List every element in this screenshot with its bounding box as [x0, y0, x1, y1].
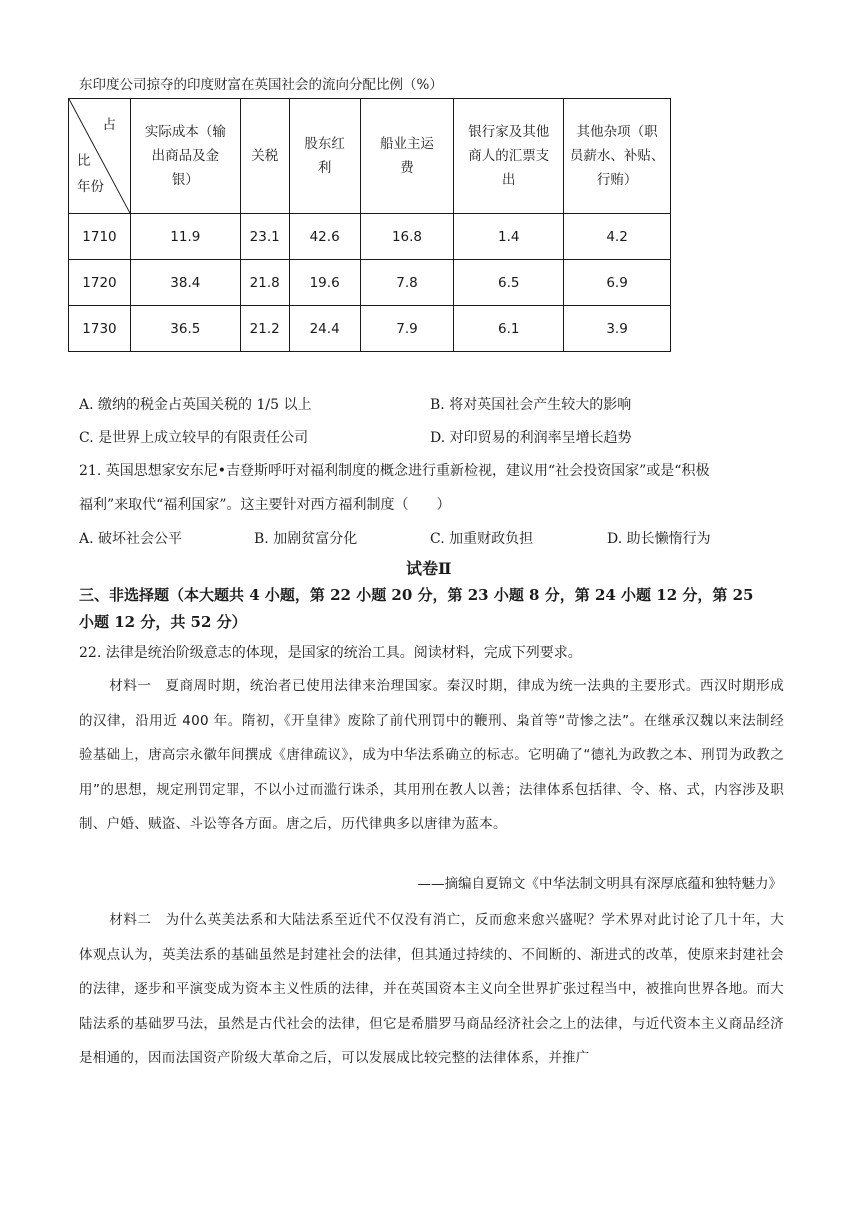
- table-cell: 6.5: [454, 260, 564, 306]
- table-cell: 16.8: [360, 214, 454, 260]
- column-header: 关税: [240, 99, 289, 214]
- column-header: 船业主运 费: [360, 99, 454, 214]
- column-header: 实际成本（输 出商品及金 银）: [130, 99, 240, 214]
- table-cell: 6.9: [564, 260, 671, 306]
- year-cell: 1730: [69, 306, 131, 352]
- table-cell: 42.6: [289, 214, 360, 260]
- corner-label-bottom: 年份: [77, 179, 104, 195]
- q21-stem-line2: 福利”来取代“福利国家”。这主要针对西方福利制度（ ）: [79, 497, 451, 513]
- table-cell: 4.2: [564, 214, 671, 260]
- table-row: [69, 214, 671, 260]
- table-cell: 3.9: [564, 306, 671, 352]
- table-cell: 21.8: [240, 260, 289, 306]
- q22-stem: 22. 法律是统治阶级意志的体现，是国家的统治工具。阅读材料，完成下列要求。: [79, 645, 582, 661]
- table-row: [69, 306, 671, 352]
- table-cell: 24.4: [289, 306, 360, 352]
- corner-label-top: 占: [102, 117, 116, 133]
- column-header: 其他杂项（职 员薪水、补贴、 行贿）: [564, 99, 671, 214]
- paper2-title: 试卷Ⅱ: [406, 559, 452, 578]
- table-header-row: [69, 99, 671, 214]
- q21-option-c[interactable]: C. 加重财政负担: [430, 531, 534, 547]
- q20-option-d[interactable]: D. 对印贸易的利润率呈增长趋势: [430, 430, 632, 446]
- table-cell: 23.1: [240, 214, 289, 260]
- q20-option-c[interactable]: C. 是世界上成立较早的有限责任公司: [79, 430, 309, 446]
- table-cell: 6.1: [454, 306, 564, 352]
- q21-option-a[interactable]: A. 破坏社会公平: [79, 531, 183, 547]
- q21-option-b[interactable]: B. 加剧贫富分化: [254, 531, 358, 547]
- material-two: [79, 903, 784, 1076]
- table-cell: 38.4: [130, 260, 240, 306]
- column-header: 股东红 利: [289, 99, 360, 214]
- material-one: [79, 669, 784, 842]
- q21-option-d[interactable]: D. 助长懒惰行为: [607, 531, 711, 547]
- section3-title-line1: 三、非选择题（本大题共 4 小题，第 22 小题 20 分，第 23 小题 8 分，第 24 小题 12 分，第 25: [79, 586, 754, 604]
- wealth-distribution-table: [68, 98, 671, 352]
- diagonal-header-cell: [69, 99, 131, 214]
- table-cell: 7.8: [360, 260, 454, 306]
- year-cell: 1710: [69, 214, 131, 260]
- q21-stem-line1: 21. 英国思想家安东尼•吉登斯呼吁对福利制度的概念进行重新检视，建议用“社会投资国家”或是“积极: [79, 463, 710, 479]
- table-cell: 36.5: [130, 306, 240, 352]
- table-cell: 19.6: [289, 260, 360, 306]
- q20-option-a[interactable]: A. 缴纳的税金占英国关税的 1/5 以上: [79, 397, 312, 413]
- corner-label-middle: 比: [77, 153, 91, 169]
- material-one-source: ——摘编自夏锦文《中华法制文明具有深厚底蕴和独特魅力》: [417, 876, 782, 892]
- table-cell: 7.9: [360, 306, 454, 352]
- material-one-text: 材料一 夏商周时期，统治者已使用法律来治理国家。秦汉时期，律成为统一法典的主要形式。西汉时期形成的汉律，沿用近 400 年。隋初，《开皇律》废除了前代刑罚中的鞭刑、枭首等“苛惨之法”。在继承汉魏以来法制经验基础上，唐高宗永徽年间撰成《唐律疏议》，成为中华法系确立的标志。它明确了“德礼为政教之本、刑罚为政教之用”的思想，规定刑罚定罪，不以小过而滥行诛杀，其用刑在教人以善；法律体系包括律、令、格、式，内容涉及职制、户婚、贼盗、斗讼等各方面。唐之后，历代律典多以唐律为蓝本。: [79, 678, 784, 832]
- year-cell: 1720: [69, 260, 131, 306]
- material-two-text: 材料二 为什么英美法系和大陆法系至近代不仅没有消亡，反而愈来愈兴盛呢？学术界对此讨论了几十年，大体观点认为，英美法系的基础虽然是封建社会的法律，但其通过持续的、不间断的、渐进式的改革，使原来封建社会的法律，逐步和平演变成为资本主义性质的法律，并在英国资本主义向全世界扩张过程当中，被推向世界各地。而大陆法系的基础罗马法，虽然是古代社会的法律，但它是希腊罗马商品经济社会之上的法律，与近代资本主义商品经济是相通的，因而法国资产阶级大革命之后，可以发展成比较完整的法律体系，并推广: [79, 912, 784, 1066]
- table-cell: 1.4: [454, 214, 564, 260]
- table-row: [69, 260, 671, 306]
- table-caption: 东印度公司掠夺的印度财富在英国社会的流向分配比例（%）: [79, 77, 443, 93]
- section3-title-line2: 小题 12 分，共 52 分）: [79, 613, 247, 631]
- table-cell: 11.9: [130, 214, 240, 260]
- table-cell: 21.2: [240, 306, 289, 352]
- column-header: 银行家及其他 商人的汇票支 出: [454, 99, 564, 214]
- q20-option-b[interactable]: B. 将对英国社会产生较大的影响: [430, 397, 632, 413]
